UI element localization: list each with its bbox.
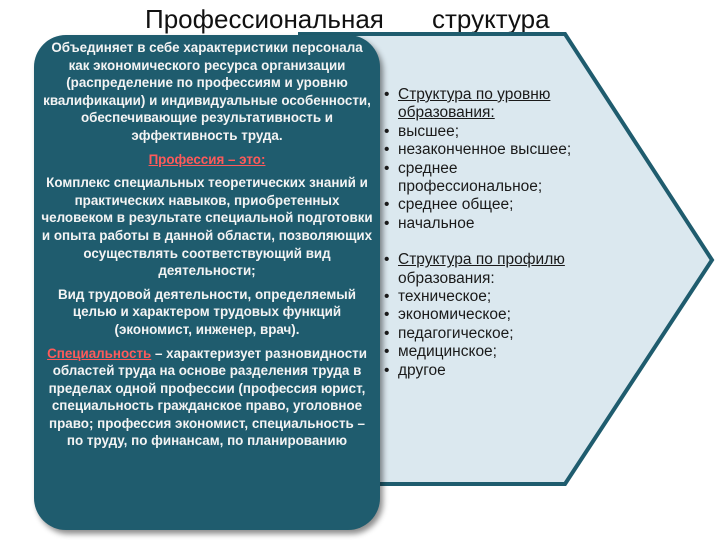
education-level-list bbox=[384, 86, 594, 233]
title-part-1: Профессиональная bbox=[145, 4, 384, 34]
list-item: • высшее; bbox=[384, 123, 594, 141]
list-item: • педагогическое; bbox=[384, 325, 594, 343]
specialty-description: – характеризует разновидности областей труда на основе разделения труда в пределах одной профессии (профессия юрист, специальность гражданское право, уголовное право; профессия экономист, специальность – по труду, по финансам, по планированию bbox=[48, 345, 367, 449]
list-item: • среднее общее; bbox=[384, 196, 594, 214]
list-item: • другое bbox=[384, 362, 594, 380]
profession-definition-1: Комплекс специальных теоретических знаний и практических навыков, приобретенных человеком в результате специальной подготовки и опыта работы в данной области, позволяющих осуществлять соответствующий вид деятельности; bbox=[41, 175, 373, 279]
list-item: • начальное bbox=[384, 215, 594, 233]
definition-paragraph: Объединяет в себе характеристики персонала как экономического ресурса организации (распределение по профессиям и уровню квалификации) и индивидуальные особенности, обеспечивающие результативность и эффективность труда. bbox=[43, 40, 371, 143]
list-heading-underlined: Структура по профилю bbox=[398, 251, 565, 269]
definition-panel bbox=[34, 35, 380, 530]
profession-heading: Профессия – это: bbox=[148, 151, 266, 167]
profession-definition-2: Вид трудовой деятельности, определяемый целью и характером трудовых функций (экономист, инженер, врач). bbox=[58, 286, 356, 337]
list-item: • незаконченное высшее; bbox=[384, 141, 594, 159]
list-heading-rest: образования: bbox=[398, 269, 495, 287]
list-heading bbox=[384, 251, 594, 288]
structure-lists bbox=[384, 86, 594, 380]
list-item: • техническое; bbox=[384, 288, 594, 306]
specialty-term: Специальность bbox=[47, 345, 152, 361]
specialty-paragraph bbox=[40, 345, 374, 451]
title-part-2: структура bbox=[432, 4, 550, 34]
list-heading: • Структура по уровню образования: bbox=[384, 86, 594, 123]
list-item: • экономическое; bbox=[384, 306, 594, 324]
list-item: • среднее профессиональное; bbox=[384, 160, 594, 197]
education-profile-list bbox=[384, 251, 594, 380]
list-item: • медицинское; bbox=[384, 343, 594, 361]
